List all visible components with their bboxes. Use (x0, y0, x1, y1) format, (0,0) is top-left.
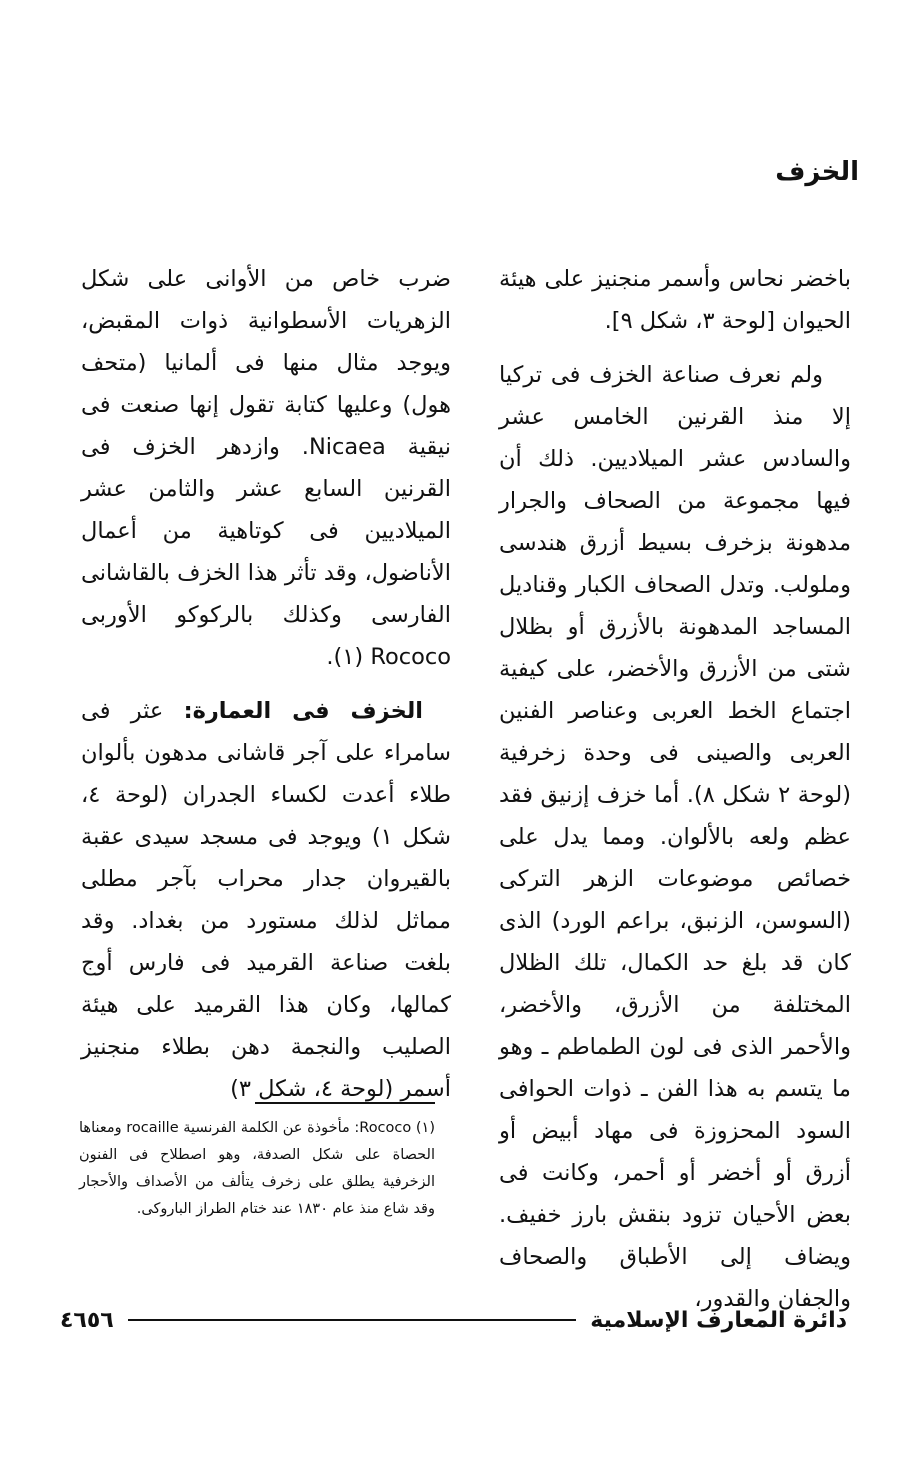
page-footer (60, 1300, 847, 1340)
text-column-left (81, 258, 451, 1110)
section-paragraph (81, 690, 451, 1110)
paragraph: ولم نعرف صناعة الخزف فى تركيا إلا منذ القرنين الخامس عشر والسادس عشر الميلاديين. ذلك أن فيها مجموعة من الصحاف والجرار مدهونة بزخرف بسيط أزرق هندسى وملولب. وتدل الصحاف الكبار وقناديل المساجد المدهونة بالأزرق أو بظلال شتى من الأزرق والأخضر، على كيفية اجتماع الخط العربى وعناصر الفنين العربى والصينى فى وحدة زخرفية (لوحة ٢ شكل ٨). أما خزف إزنيق فقد عظم ولعه بالألوان. ومما يدل على خصائص موضوعات الزهر التركى (السوسن، الزنبق، براعم الورد) الذى كان قد بلغ حد الكمال، تلك الظلال المختلفة من الأزرق، والأخضر، والأحمر الذى فى لون الطماطم ـ وهو ما يتسم به هذا الفن ـ ذوات الحوافى السود المحزوزة فى مهاد أبيض أو أزرق أو أخضر أو أحمر، وكانت فى بعض الأحيان تزود بنقش بارز خفيف. ويضاف إلى الأطباق والصحاف والجفان والقدور، (499, 362, 851, 1312)
footnote-divider (255, 1102, 435, 1104)
page-number: ٤٦٥٦ (60, 1307, 114, 1333)
paragraph: باخضر نحاس وأسمر منجنيز على هيئة الحيوان [لوحة ٣، شكل ٩]. (499, 266, 851, 334)
footnote: (١) Rococo: مأخوذة عن الكلمة الفرنسية rocaille ومعناها الحصاة على شكل الصدفة، وهو اصطلاح فى الفنون الزخرفية يطلق على زخرف يتألف من الأصداف والأحجار وقد شاع منذ عام ١٨٣٠ عند ختام الطراز الباروكى. (79, 1120, 435, 1217)
text-column-right (499, 258, 851, 1320)
section-heading: الخزف فى العمارة: (183, 698, 423, 724)
paragraph: ضرب خاص من الأوانى على شكل الزهريات الأسطوانية ذوات المقبض، ويوجد مثال منها فى ألمانيا (متحف هول) وعليها كتابة تقول إنها صنعت فى نيقية Nicaea. وازدهر الخزف فى القرنين السابع عشر والثامن عشر الميلاديين فى كوتاهية من أعمال الأناضول، وقد تأثر هذا الخزف بالقاشانى الفارسى وكذلك بالركوكو الأوربى Rococo (١). (81, 266, 451, 670)
section-text: عثر فى سامراء على آجر قاشانى مدهون بألوان طلاء أعدت لكساء الجدران (لوحة ٤، شكل ١) ويوجد فى مسجد سيدى عقبة بالقيروان جدار محراب بآجر مطلى مماثل لذلك مستورد من بغداد. وقد بلغت صناعة القرميد فى فارس أوج كمالها، وكان هذا القرميد على هيئة الصليب والنجمة دهن بطلاء منجنيز أسمر (لوحة ٤، شكل ٣) (81, 698, 451, 1102)
publication-title: دائرة المعارف الإسلامية (590, 1307, 847, 1333)
footer-divider (128, 1319, 577, 1321)
running-title: الخزف (775, 157, 859, 187)
